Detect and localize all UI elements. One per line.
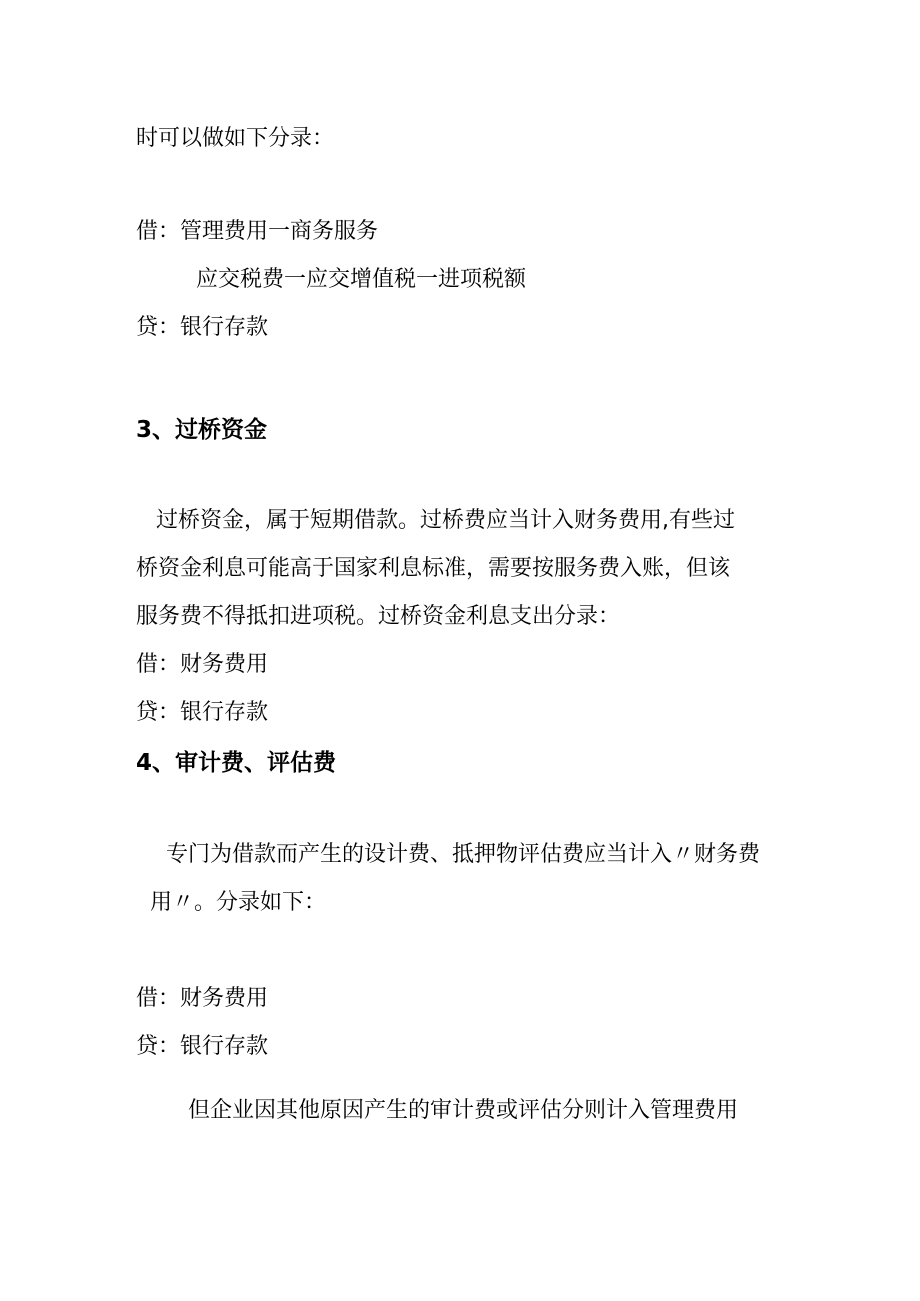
section3-heading: 3、过桥资金	[136, 417, 268, 443]
section4-debit-line: 借：财务费用	[136, 986, 269, 1011]
entry1-debit-line-1: 借：管理费用一商务服务	[136, 219, 379, 244]
section3-paragraph-line-2: 桥资金利息可能高于国家利息标准，需要按服务费入账，但该	[136, 556, 731, 581]
section3-paragraph-line-1: 过桥资金，属于短期借款。过桥费应当计入财务费用,有些过	[156, 508, 735, 533]
section4-heading: 4、审计费、评估费	[136, 750, 337, 776]
section3-debit-line: 借：财务费用	[136, 652, 269, 677]
entry1-debit-line-2: 应交税费一应交增值税一进项税额	[196, 267, 527, 292]
section3-credit-line: 贷：银行存款	[136, 700, 269, 725]
section4-paragraph-line-2: 用〃。分录如下：	[150, 890, 327, 915]
intro-line: 时可以做如下分录：	[136, 126, 335, 151]
section4-closing-line: 但企业因其他原因产生的审计费或评估分则计入管理费用	[188, 1098, 739, 1123]
section3-paragraph-line-3: 服务费不得抵扣进项税。过桥资金利息支出分录：	[136, 604, 621, 629]
section4-credit-line: 贷：银行存款	[136, 1034, 269, 1059]
section4-paragraph-line-1: 专门为借款而产生的设计费、抵押物评估费应当计入〃财务费	[166, 842, 761, 867]
entry1-credit-line: 贷：银行存款	[136, 315, 269, 340]
